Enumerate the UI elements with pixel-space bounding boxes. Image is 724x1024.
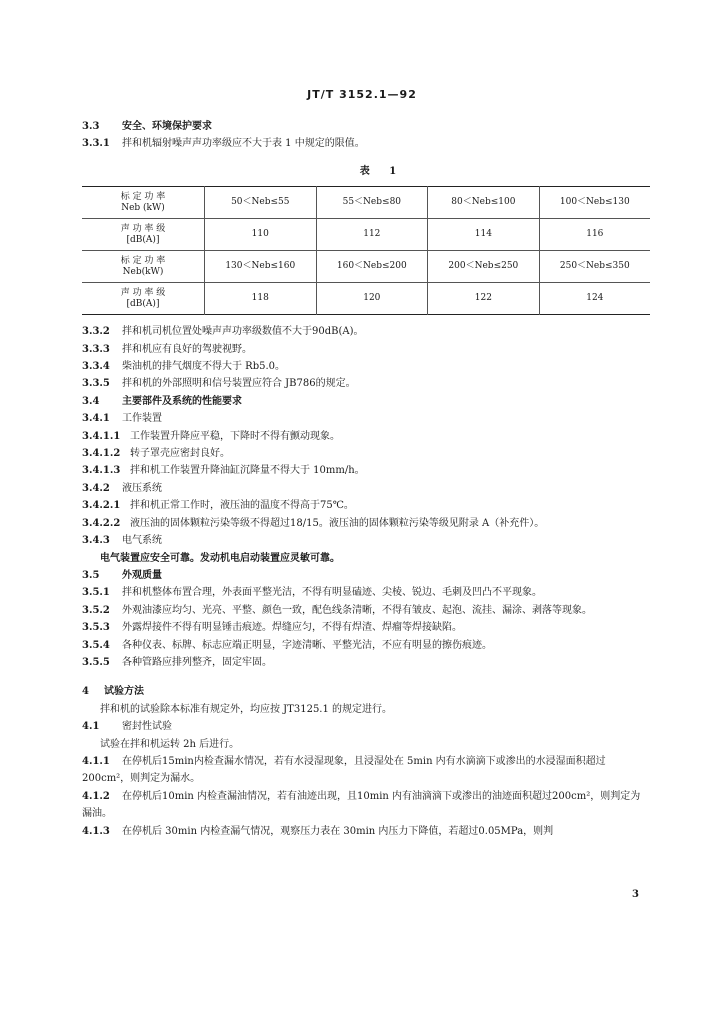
section-3-4: 3.4 主要部件及系统的性能要求 <box>82 395 242 407</box>
section-3-4-1-3: 3.4.1.3 拌和机工作装置升降油缸沉降量不得大于 10mm/h。 <box>82 465 365 477</box>
section-3-4-3: 3.4.3 电气系统 <box>82 535 162 547</box>
section-3-5-3: 3.5.3 外露焊接件不得有明显锤击痕迹。焊缝应匀，不得有焊渣、焊瘤等焊接缺陷。 <box>82 622 462 634</box>
page-number: 3 <box>632 889 639 900</box>
table-cell: 50＜Neb≤55 <box>205 187 317 219</box>
row-label: 声 功 率 级 [dB(A)] <box>82 219 205 251</box>
section-3-4-3-body: 电气装置应安全可靠。发动机电启动装置应灵敏可靠。 <box>100 552 340 564</box>
noise-limit-table <box>82 186 650 315</box>
document-body <box>82 118 642 840</box>
row-label: 标 定 功 率 Neb(kW) <box>82 251 205 283</box>
section-4-intro: 拌和机的试验除本标准有规定外，均应按 JT3125.1 的规定进行。 <box>100 703 393 715</box>
row-label: 声 功 率 级 [dB(A)] <box>82 283 205 315</box>
section-3-3: 3.3 安全、环境保护要求 <box>82 121 212 132</box>
section-3-5: 3.5 外观质量 <box>82 569 162 581</box>
table-cell: 160＜Neb≤200 <box>316 251 428 283</box>
section-3-4-1: 3.4.1 工作装置 <box>82 413 162 425</box>
section-3-5-5: 3.5.5 各种管路应排列整齐，固定牢固。 <box>82 656 272 668</box>
section-3-4-1-2: 3.4.1.2 转子罩壳应密封良好。 <box>82 448 230 460</box>
section-3-3-4: 3.3.4 柴油机的排气烟度不得大于 Rb5.0。 <box>82 361 286 373</box>
table-row <box>82 187 650 219</box>
section-3-4-2: 3.4.2 液压系统 <box>82 482 162 494</box>
section-4-1-2: 4.1.2 在停机后10min 内检查漏油情况，若有油迹出现，且10min 内有油滴滴下或渗出的油迹面积超过200cm²，则判定为漏油。 <box>82 790 641 820</box>
table-row <box>82 219 650 251</box>
table-cell: 116 <box>539 219 650 251</box>
section-3-4-1-1: 3.4.1.1 工作装置升降应平稳，下降时不得有颤动现象。 <box>82 430 340 442</box>
table-cell: 124 <box>539 283 650 315</box>
section-3-3-5: 3.3.5 拌和机的外部照明和信号装置应符合 JB786的规定。 <box>82 378 356 390</box>
table-cell: 130＜Neb≤160 <box>205 251 317 283</box>
table-cell: 55＜Neb≤80 <box>316 187 428 219</box>
section-4-1-1: 4.1.1 在停机后15min内检查漏水情况，若有水浸湿现象，且浸湿处在 5min 内有水滴滴下或渗出的水浸湿面积超过 200cm²，则判定为漏水。 <box>82 755 606 785</box>
table-cell: 200＜Neb≤250 <box>428 251 540 283</box>
section-3-3-3: 3.3.3 拌和机应有良好的驾驶视野。 <box>82 343 252 355</box>
section-3-5-4: 3.5.4 各种仪表、标牌、标志应端正明显，字迹清晰、平整光洁，不应有明显的擦伤痕迹。 <box>82 639 492 651</box>
table-cell: 112 <box>316 219 428 251</box>
row-label: 标 定 功 率 Neb (kW) <box>82 187 205 219</box>
table-cell: 114 <box>428 219 540 251</box>
table-row <box>82 251 650 283</box>
section-4-1: 4.1 密封性试验 <box>82 721 172 733</box>
section-3-4-2-1: 3.4.2.1 拌和机正常工作时，液压油的温度不得高于75℃。 <box>82 500 354 512</box>
section-3-5-1: 3.5.1 拌和机整体布置合理，外表面平整光洁，不得有明显磕迹、尖棱、锐边、毛刺及凹凸不平现象。 <box>82 587 542 599</box>
table-1-title: 表 1 <box>359 165 405 177</box>
table-cell: 250＜Neb≤350 <box>539 251 650 283</box>
table-cell: 80＜Neb≤100 <box>428 187 540 219</box>
section-3-3-1: 3.3.1 拌和机辐射噪声声功率级应不大于表 1 中规定的限值。 <box>82 138 365 150</box>
table-cell: 118 <box>205 283 317 315</box>
section-4-1-intro: 试验在拌和机运转 2h 后进行。 <box>100 738 240 750</box>
table-cell: 122 <box>428 283 540 315</box>
section-3-3-2: 3.3.2 拌和机司机位置处噪声声功率级数值不大于90dB(A)。 <box>82 326 364 338</box>
section-4: 4 试验方法 <box>82 686 144 698</box>
table-row <box>82 283 650 315</box>
section-3-4-2-2: 3.4.2.2 液压油的固体颗粒污染等级不得超过18/15。液压油的固体颗粒污染等级见附录 A（补充件）。 <box>82 517 545 529</box>
table-cell: 100＜Neb≤130 <box>539 187 650 219</box>
page-header: JT/T 3152.1—92 <box>307 88 417 101</box>
section-3-5-2: 3.5.2 外观油漆应均匀、光亮、平整、颜色一致，配色线条清晰，不得有皱皮、起泡、流挂、漏涂、剥落等现象。 <box>82 604 592 616</box>
table-cell: 120 <box>316 283 428 315</box>
table-cell: 110 <box>205 219 317 251</box>
section-4-1-3: 4.1.3 在停机后 30min 内检查漏气情况，观察压力表在 30min 内压力下降值，若超过0.05MPa，则判 <box>82 825 554 837</box>
